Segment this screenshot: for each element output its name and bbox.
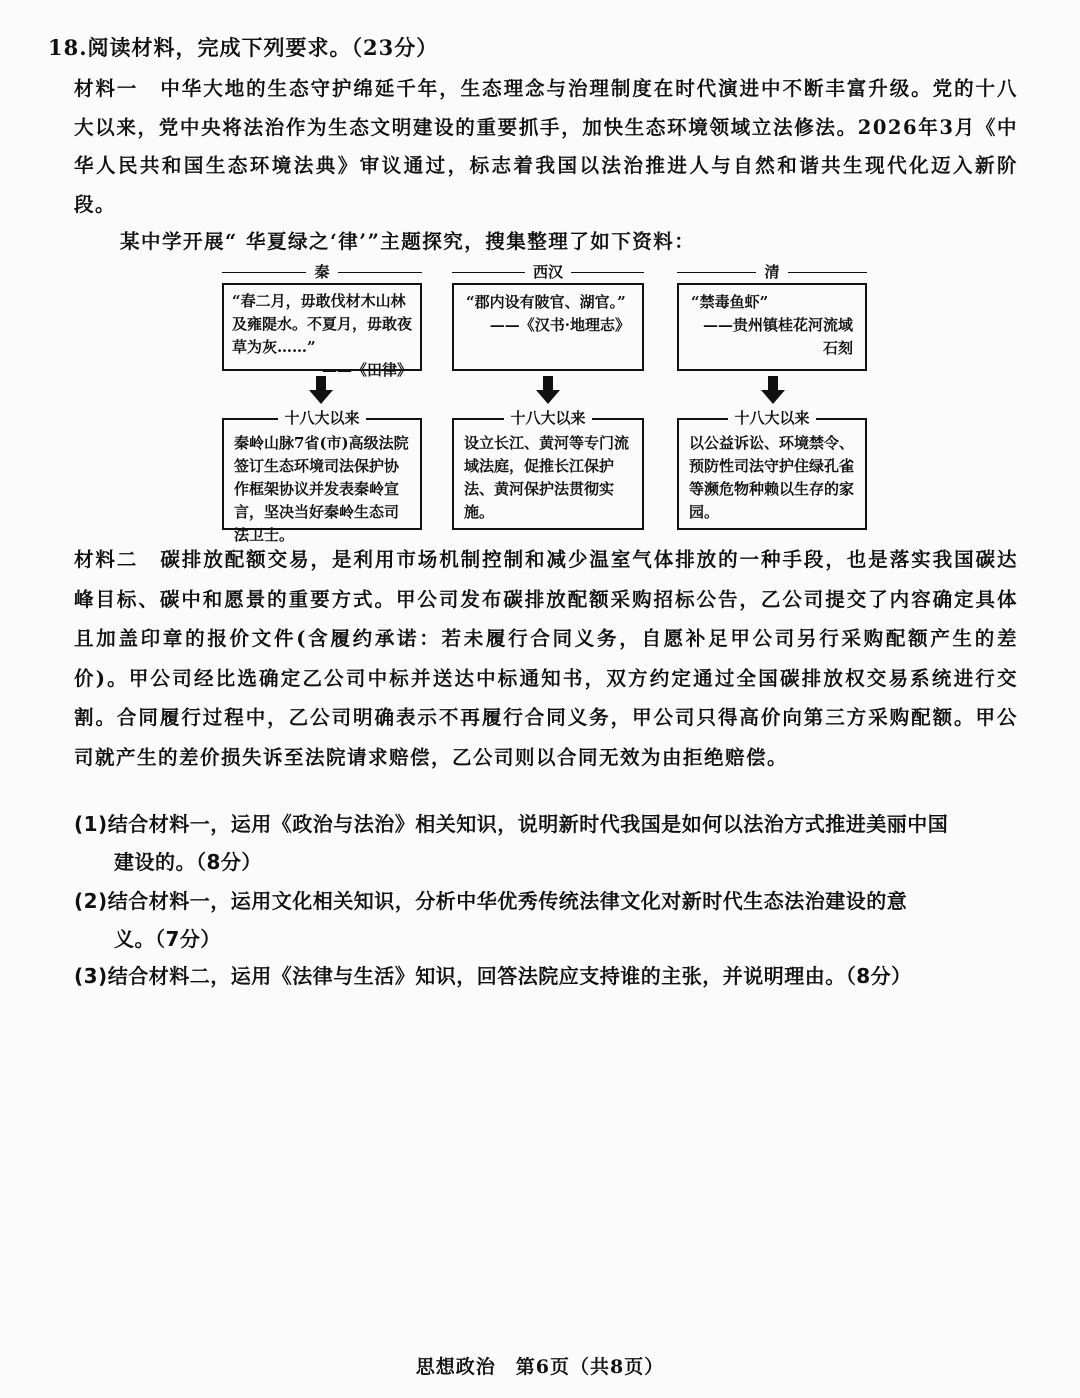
subquestion-3-line1: (3)结合材料二，运用《法律与生活》知识，回答法院应支持谁的主张，并说明理由。（8分） <box>74 964 912 988</box>
modern-text-qing: 以公益诉讼、环境禁令、预防性司法守护住绿孔雀等濒危物种赖以生存的家园。 <box>689 434 855 521</box>
modern-text-xihan: 设立长江、黄河等专门流域法庭，促推长江保护法、黄河保护法贯彻实施。 <box>464 434 630 521</box>
subquestion-2 <box>74 882 1018 958</box>
era-qin: 秦 <box>222 261 422 282</box>
subquestion-1-line2: 建设的。（8分） <box>114 850 262 874</box>
down-arrow-icon <box>309 376 333 404</box>
modern-text-qin: 秦岭山脉7省(市)高级法院签订生态环境司法保护协作框架协议并发表秦岭宣言，坚决当好秦岭生态司法卫士。 <box>234 434 409 544</box>
ancient-source-qing: ——贵州镇桂花河流域石刻 <box>702 316 853 357</box>
modern-head-xihan: 十八大以来 <box>454 407 642 430</box>
ancient-box-qing <box>677 283 867 371</box>
ancient-source-qin: ——《田律》 <box>321 361 412 379</box>
page-footer: 思想政治 第6页（共8页） <box>415 1356 665 1378</box>
modern-box-qing <box>677 409 867 530</box>
material-one-text: 中华大地的生态守护绵延千年，生态理念与治理制度在时代演进中不断丰富升级。党的十八大以来，党中央将法治作为生态文明建设的重要抓手，加快生态环境领域立法修法。2026年3月《中华人民共和国生态环境法典》审议通过，标志着我国以法治推进人与自然和谐共生现代化迈入新阶段。 <box>74 77 1018 216</box>
ancient-box-qin <box>222 283 422 379</box>
era-xihan: 西汉 <box>452 261 644 282</box>
subquestion-1-line1: (1)结合材料一，运用《政治与法治》相关知识，说明新时代我国是如何以法治方式推进美丽中国 <box>74 812 949 836</box>
subquestion-2-line2: 义。（7分） <box>114 927 221 951</box>
subquestion-3 <box>74 957 1018 995</box>
question-title: 18.阅读材料，完成下列要求。（23分） <box>48 35 439 60</box>
modern-box-qin <box>222 409 422 544</box>
down-arrow-icon <box>536 376 560 404</box>
material-two-text: 碳排放配额交易，是利用市场机制控制和减少温室气体排放的一种手段，也是落实我国碳达峰目标、碳中和愿景的重要方式。甲公司发布碳排放配额采购招标公告，乙公司提交了内容确定具体且加盖印章的报价文件(含履约承诺：若未履行合同义务，自愿补足甲公司另行采购配额产生的差价)。甲公司经比选确定乙公司中标并送达中标通知书，双方约定通过全国碳排放权交易系统进行交割。合同履行过程中，乙公司明确表示不再履行合同义务，甲公司只得高价向第三方采购配额。甲公司就产生的差价损失诉至法院请求赔偿，乙公司则以合同无效为由拒绝赔偿。 <box>74 548 1018 769</box>
ancient-quote-xihan: “郡内设有陂官、湖官。” <box>466 293 626 311</box>
material-one <box>74 70 1018 224</box>
modern-head-qing: 十八大以来 <box>679 407 865 430</box>
era-qing: 清 <box>677 261 867 282</box>
ancient-box-xihan <box>452 283 644 371</box>
material-two <box>74 540 1018 777</box>
modern-head-qin: 十八大以来 <box>224 407 420 430</box>
material-two-label: 材料二 <box>74 548 139 571</box>
ancient-quote-qin: “春二月，毋敢伐材木山林及雍隄水。不夏月，毋敢夜草为灰……” <box>232 292 413 356</box>
ancient-source-xihan: ——《汉书·地理志》 <box>489 316 630 334</box>
subquestion-2-line1: (2)结合材料一，运用文化相关知识，分析中华优秀传统法律文化对新时代生态法治建设的意 <box>74 889 908 913</box>
diagram-intro: 某中学开展“ 华夏绿之‘律’”主题探究，搜集整理了如下资料： <box>120 230 696 253</box>
subquestion-1 <box>74 805 1018 881</box>
down-arrow-icon <box>761 376 785 404</box>
modern-box-xihan <box>452 409 644 530</box>
ancient-quote-qing: “禁毒鱼虾” <box>691 293 769 311</box>
material-one-label: 材料一 <box>74 77 139 100</box>
